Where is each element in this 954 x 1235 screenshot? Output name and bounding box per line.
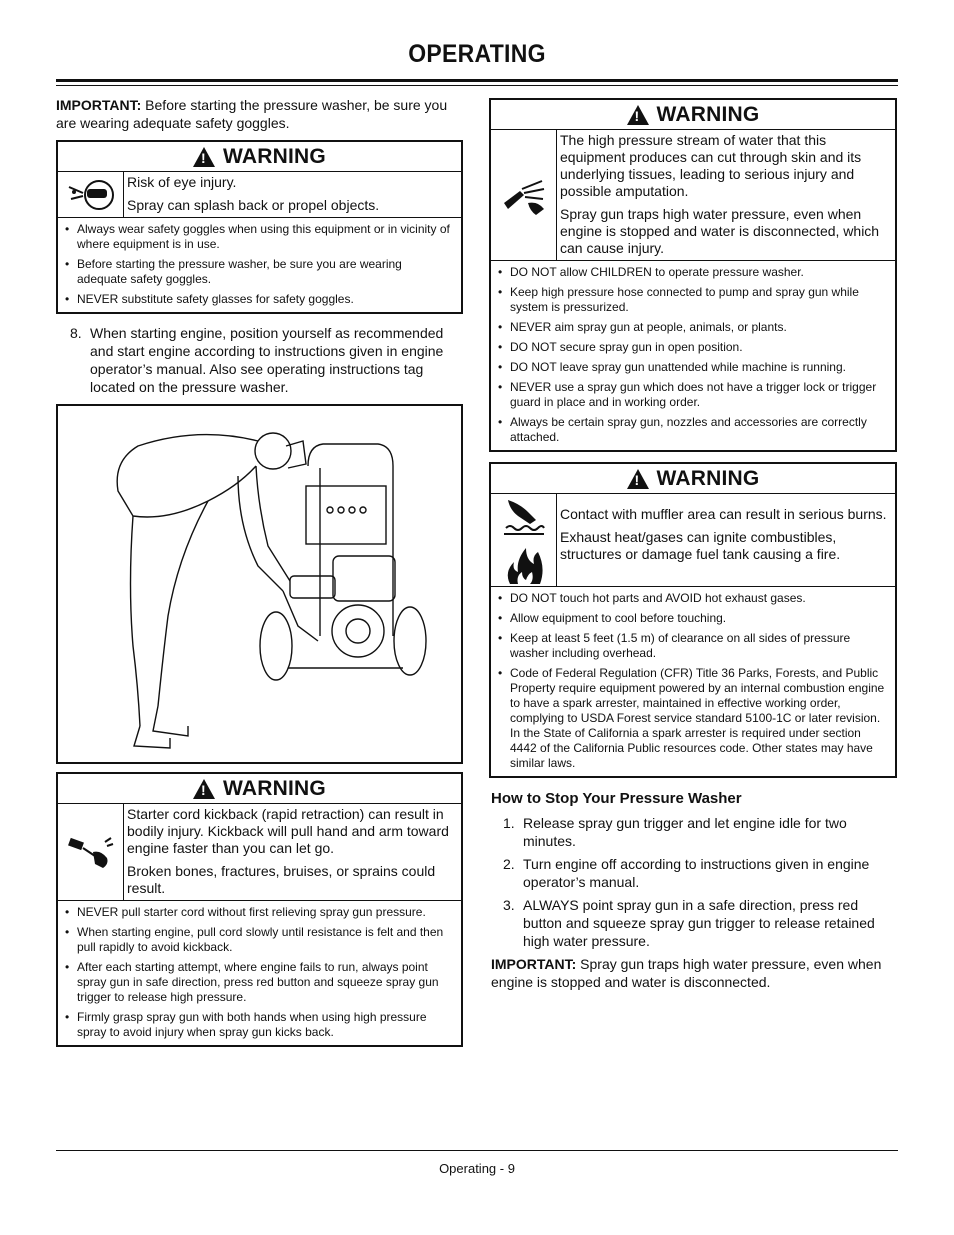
step-item (489, 814, 897, 850)
warning-eye-injury (56, 140, 463, 314)
warning-triangle-icon (193, 147, 215, 167)
warning-high-pressure (489, 98, 897, 452)
bullet-item: • After each starting attempt, where engine fails to run, always point spray gun in safe direction, press red button and squeeze spray gun trigger to release high pressure. (62, 960, 455, 1005)
safety-goggles-icon (58, 172, 124, 217)
warning-starter-kickback (56, 772, 463, 1047)
warning-line: Exhaust heat/gases can ignite combustibles, structures or damage fuel tank causing a fire. (560, 529, 841, 562)
page-footer: Operating - 9 (439, 1161, 515, 1176)
page-title: OPERATING (408, 40, 546, 68)
warning-line: Risk of eye injury. (127, 174, 237, 190)
warning-triangle-icon (627, 469, 649, 489)
important-note (56, 96, 463, 132)
step-item (56, 324, 463, 396)
bullet-item: • Code of Federal Regulation (CFR) Title 36 Parks, Forests, and Public Property require equipment powered by an internal combustion engine to have a spark arrester, maintained in effective working order, complying to USDA Forest service standard 5100-1C or later revision. In the State of California a spark arrester is required under section 4442 of the California Public resources code. Other states may have similar laws. (495, 666, 889, 771)
step-number: 8. (70, 325, 82, 341)
bullet-item: • NEVER substitute safety glasses for safety goggles. (62, 292, 455, 307)
step-item (489, 855, 897, 891)
warning-body (491, 130, 895, 261)
warning-burns-fire (489, 462, 897, 778)
warning-header (491, 100, 895, 130)
important-label: IMPORTANT: (491, 956, 577, 972)
bullet-item: • Firmly grasp spray gun with both hands when using high pressure spray to avoid injury when spray gun kicks back. (62, 1010, 455, 1040)
warning-bullets (58, 218, 461, 312)
warning-body (58, 172, 461, 218)
step-text: When starting engine, position yourself as recommended and start engine according to instructions given in engine operator’s manual. Also see operating instructions tag located on the pressure washer. (90, 325, 444, 395)
starter-kickback-icon (58, 804, 124, 900)
bullet-item: • Keep at least 5 feet (1.5 m) of clearance on all sides of pressure washer including overhead. (495, 631, 889, 661)
right-column (489, 98, 897, 999)
bullet-item: • Allow equipment to cool before touching. (495, 611, 889, 626)
high-pressure-spray-injury-icon (491, 130, 557, 260)
warning-body (491, 494, 895, 587)
step-text: ALWAYS point spray gun in a safe direction, press red button and squeeze spray gun trigger to release retained high water pressure. (523, 897, 875, 949)
left-column (56, 96, 463, 1047)
warning-text (557, 494, 895, 586)
warning-bullets (491, 587, 895, 776)
warning-title: WARNING (656, 102, 760, 126)
bullet-item: • DO NOT touch hot parts and AVOID hot exhaust gases. (495, 591, 889, 606)
warning-triangle-icon (627, 105, 649, 125)
step-text: Turn engine off according to instructions given in engine operator’s manual. (523, 856, 870, 890)
header-rule-bottom (56, 85, 898, 86)
bullet-item: • NEVER aim spray gun at people, animals, or plants. (495, 320, 889, 335)
warning-line: Spray gun traps high water pressure, even when engine is stopped and water is disconnected, which can cause injury. (560, 206, 880, 256)
important-text: Before starting the pressure washer, be sure you are wearing adequate safety goggles. (56, 97, 448, 131)
warning-line: The high pressure stream of water that this equipment produces can cut through skin and its underlying tissues, leading to serious injury and possible amputation. (560, 132, 862, 199)
step-text: Release spray gun trigger and let engine idle for two minutes. (523, 815, 847, 849)
warning-title: WARNING (223, 144, 326, 168)
warning-line: Starter cord kickback (rapid retraction) can result in bodily injury. Kickback will pull hand and arm toward engine faster than you can let go. (127, 806, 449, 856)
bullet-item: • Always wear safety goggles when using this equipment or in vicinity of where equipment is in use. (62, 222, 455, 252)
warning-line: Broken bones, fractures, bruises, or sprains could result. (127, 863, 436, 896)
bullet-item: • DO NOT secure spray gun in open position. (495, 340, 889, 355)
stop-washer-heading: How to Stop Your Pressure Washer (491, 790, 742, 807)
step-item (489, 896, 897, 950)
warning-title: WARNING (223, 776, 326, 800)
important-text: Spray gun traps high water pressure, even when engine is stopped and water is disconnected. (491, 956, 882, 990)
warning-bullets (58, 901, 461, 1045)
warning-header (58, 774, 461, 804)
hot-surface-burn-icon (500, 494, 548, 536)
important-note (491, 955, 897, 991)
bullet-item: • Keep high pressure hose connected to pump and spray gun while system is pressurized. (495, 285, 889, 315)
important-label: IMPORTANT: (56, 97, 142, 113)
fire-icon (500, 542, 548, 586)
step-number: 3. (503, 897, 515, 913)
warning-text (124, 172, 461, 217)
warning-line: Contact with muffler area can result in serious burns. (560, 506, 887, 522)
warning-bullets (491, 261, 895, 450)
bullet-item: • NEVER use a spray gun which does not have a trigger lock or trigger guard in place and in working order. (495, 380, 889, 410)
step-number: 2. (503, 856, 515, 872)
bullet-item: • DO NOT leave spray gun unattended while machine is running. (495, 360, 889, 375)
warning-icons (491, 494, 557, 586)
warning-triangle-icon (193, 779, 215, 799)
warning-body (58, 804, 461, 901)
warning-text (557, 130, 895, 260)
warning-text (124, 804, 461, 900)
step-number: 1. (503, 815, 515, 831)
header-rule-top (56, 79, 898, 82)
bullet-item: • When starting engine, pull cord slowly until resistance is felt and then pull rapidly to avoid kickback. (62, 925, 455, 955)
warning-header (491, 464, 895, 494)
bullet-item: • Always be certain spray gun, nozzles and accessories are correctly attached. (495, 415, 889, 445)
footer-rule (56, 1150, 898, 1151)
bullet-item: • DO NOT allow CHILDREN to operate pressure washer. (495, 265, 889, 280)
warning-title: WARNING (656, 466, 760, 490)
pressure-washer-illustration (56, 404, 463, 764)
bullet-item: • NEVER pull starter cord without first relieving spray gun pressure. (62, 905, 455, 920)
warning-line: Spray can splash back or propel objects. (127, 197, 380, 213)
warning-header (58, 142, 461, 172)
bullet-item: • Before starting the pressure washer, be sure you are wearing adequate safety goggles. (62, 257, 455, 287)
